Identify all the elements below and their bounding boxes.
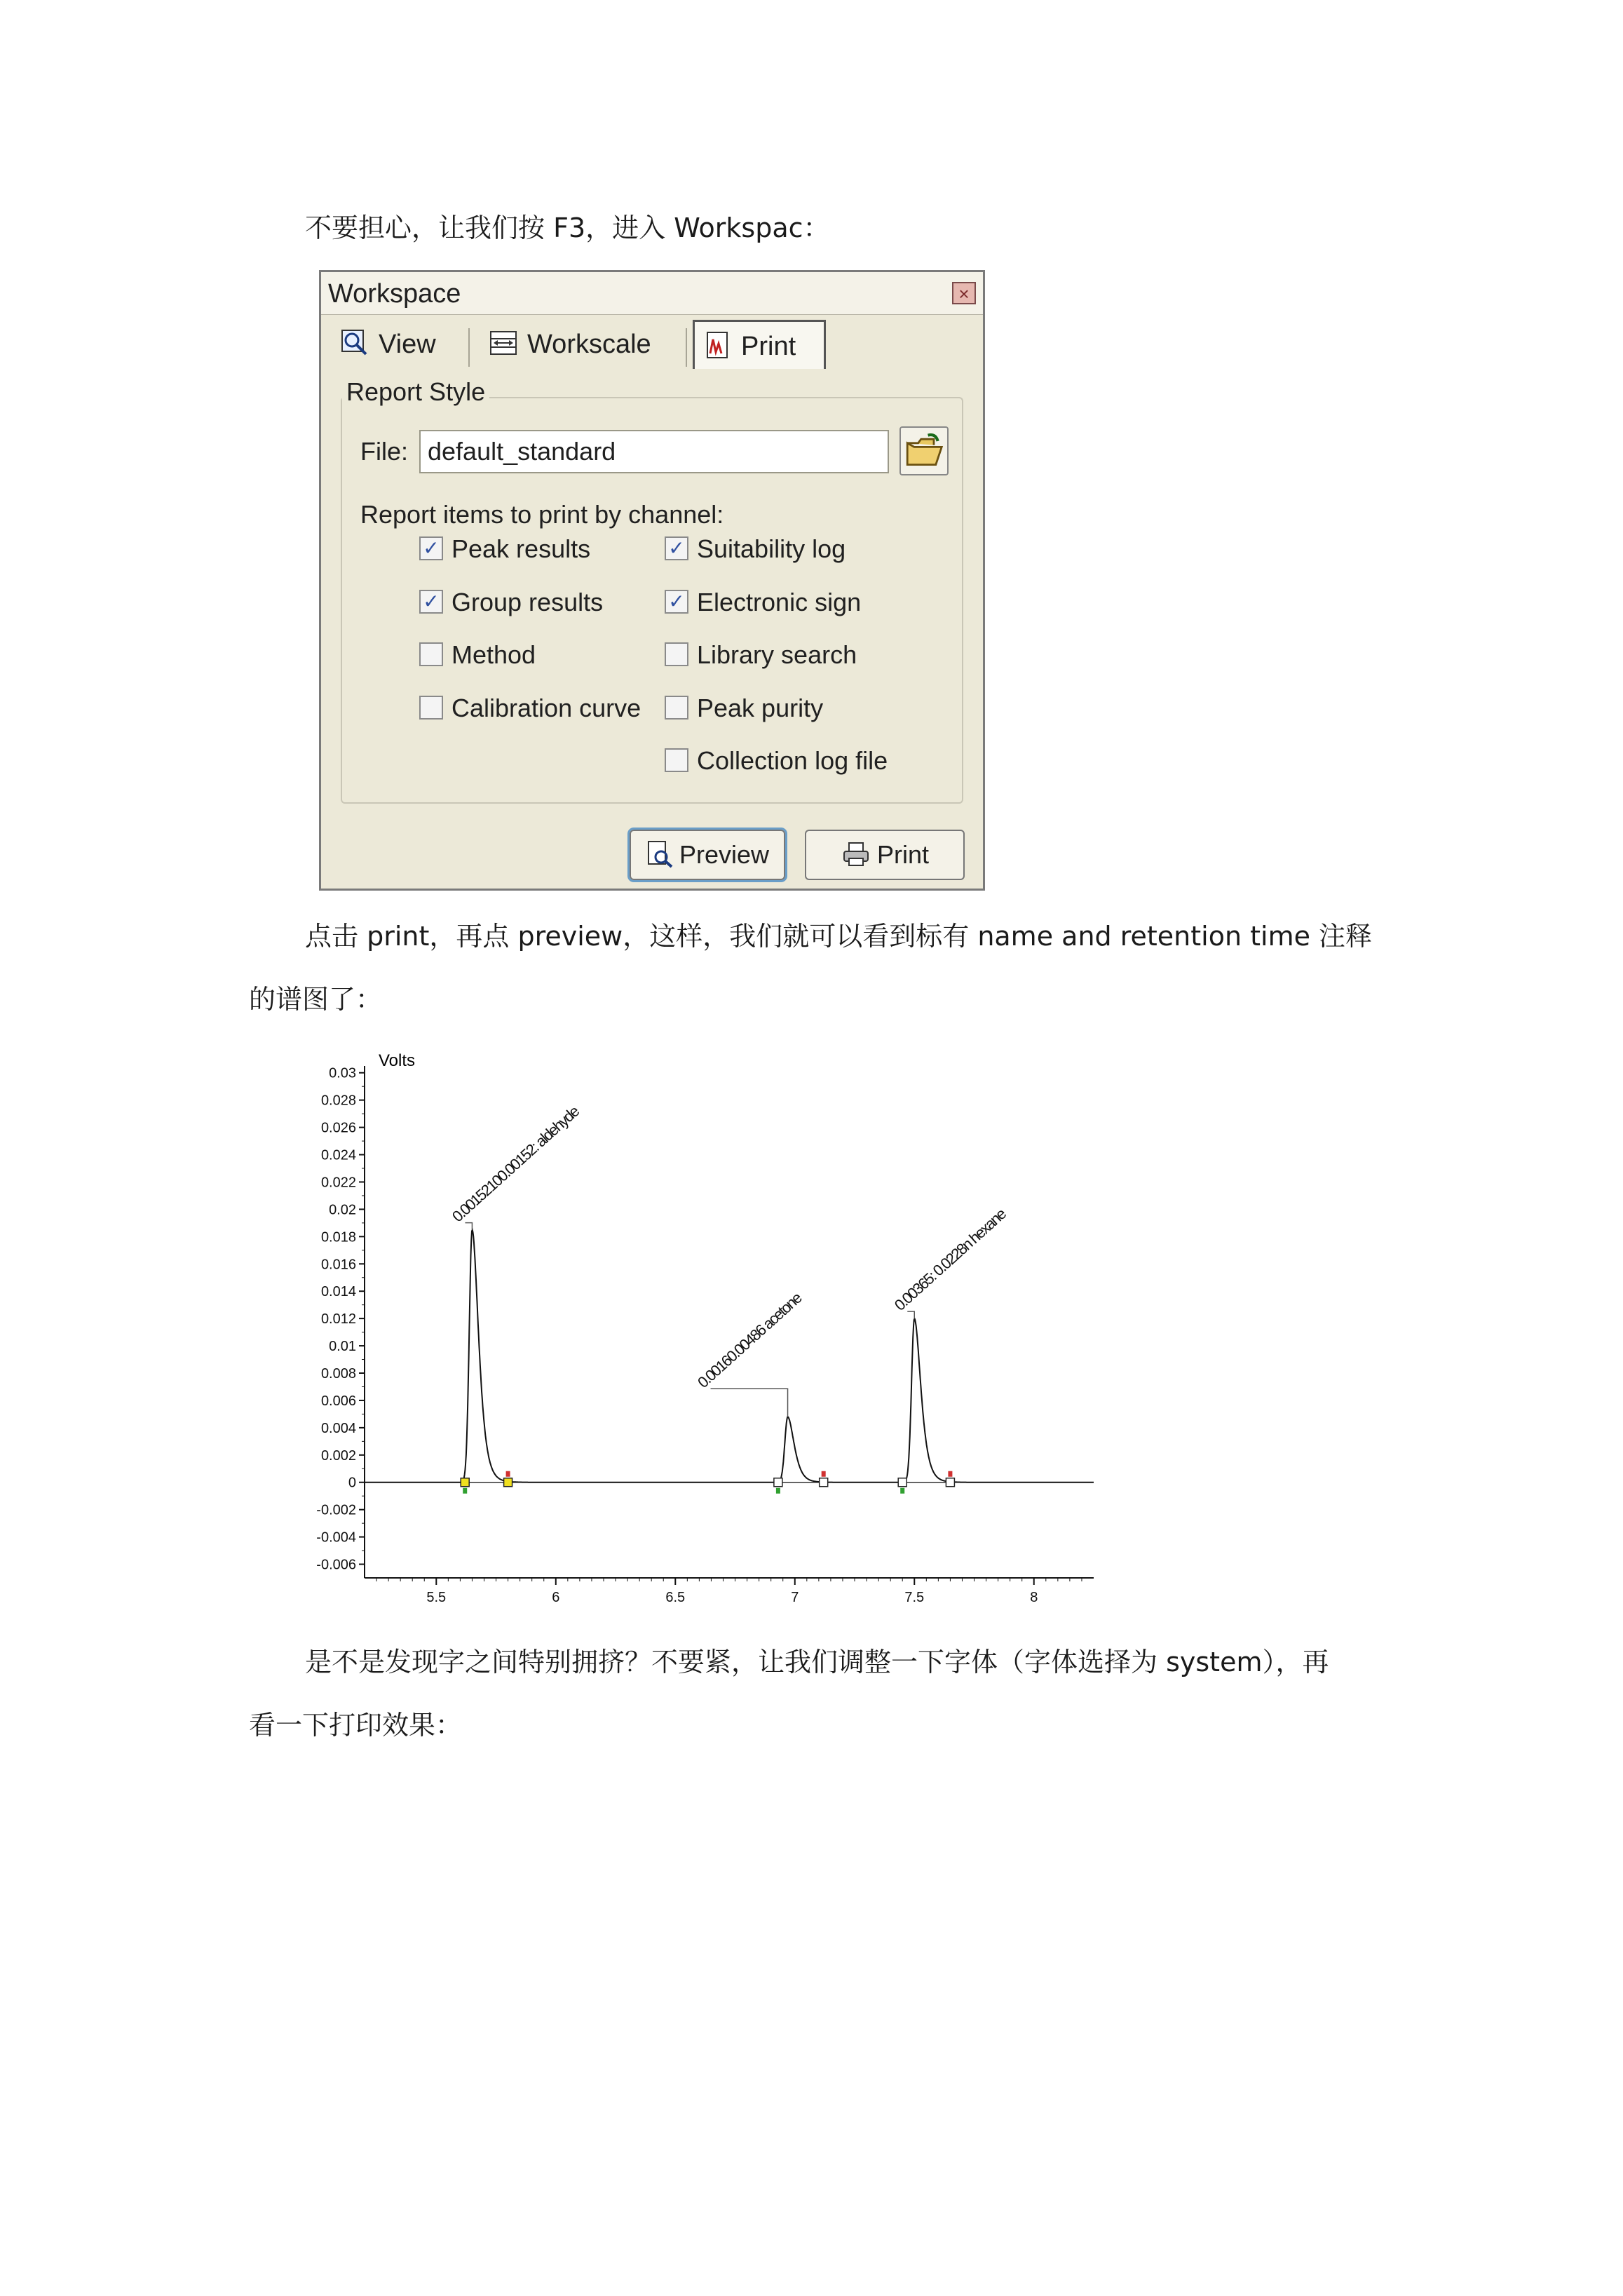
checkbox-library-search[interactable] (665, 637, 857, 673)
checkbox-label: Calibration curve (451, 694, 641, 722)
checkbox-box[interactable]: ✓ (665, 590, 688, 614)
y-tick-label: -0.006 (316, 1557, 356, 1573)
chart-axes (365, 1066, 1094, 1578)
tab-separator (686, 328, 687, 367)
peak-leader-line (907, 1311, 914, 1318)
font-paragraph-line-2: 看一下打印效果： (249, 1710, 463, 1741)
checkbox-peak-results[interactable] (419, 532, 590, 567)
y-tick-label: 0.03 (329, 1065, 356, 1081)
y-tick-label: 0.024 (320, 1147, 356, 1163)
baseline-marker (898, 1478, 906, 1487)
checkbox-label: Electronic sign (697, 588, 862, 616)
peak-labels (449, 1102, 1010, 1417)
checkbox-label: Library search (697, 640, 857, 669)
chromatogram-chart (308, 1038, 1108, 1620)
y-tick-label: 0.028 (320, 1093, 356, 1109)
peak-end-marker (506, 1471, 510, 1477)
file-input[interactable]: default_standard (419, 430, 889, 473)
checkbox-box[interactable] (665, 642, 688, 666)
preview-label: Preview (679, 840, 770, 869)
y-tick-label: 0.004 (320, 1420, 356, 1436)
checkbox-label: Method (451, 640, 536, 669)
workspace-dialog (319, 270, 985, 891)
peak-label: 0.00152100.00152: aldehyde (449, 1102, 582, 1226)
checkbox-collection-log-file[interactable] (665, 743, 888, 778)
y-tick-label: 0.026 (320, 1120, 356, 1136)
print-button[interactable] (805, 830, 965, 880)
x-tick-label: 8 (1030, 1590, 1038, 1605)
baseline-marker (504, 1478, 512, 1487)
x-tick-label: 7.5 (904, 1590, 925, 1605)
x-axis-ticks (376, 1578, 1082, 1605)
peak-end-marker (948, 1471, 952, 1477)
checkbox-calibration-curve[interactable] (419, 691, 641, 726)
checkbox-group-results[interactable] (419, 585, 603, 620)
tab-view-label: View (379, 330, 436, 359)
close-icon[interactable]: × (952, 282, 976, 304)
checkbox-box[interactable]: ✓ (419, 536, 443, 560)
report-items-label: Report items to print by channel: (360, 500, 724, 529)
dialog-title-bar (321, 272, 983, 315)
checkbox-box[interactable]: ✓ (665, 536, 688, 560)
printer-icon (841, 840, 871, 868)
checkbox-box[interactable] (419, 642, 443, 666)
font-paragraph-line-1: 是不是发现字之间特别拥挤？不要紧，让我们调整一下字体（字体选择为 system），再 (305, 1647, 1329, 1677)
x-tick-label: 7 (791, 1590, 799, 1605)
tab-print[interactable] (693, 320, 826, 369)
checkbox-box[interactable] (665, 696, 688, 720)
magnifier-icon (341, 329, 369, 357)
preview-button[interactable] (630, 830, 785, 880)
checkbox-label: Collection log file (697, 746, 888, 775)
y-tick-label: 0 (348, 1475, 356, 1491)
peak-leader-line (465, 1223, 472, 1230)
checkbox-label: Suitability log (697, 534, 846, 563)
tab-workscale-label: Workscale (527, 330, 651, 359)
x-tick-label: 5.5 (426, 1590, 447, 1605)
y-tick-label: 0.006 (320, 1393, 356, 1409)
checkbox-box[interactable] (419, 696, 443, 720)
checkbox-box[interactable] (665, 748, 688, 772)
y-tick-label: 0.02 (329, 1202, 356, 1218)
y-tick-label: 0.01 (329, 1339, 356, 1355)
checkbox-label: Peak purity (697, 694, 824, 722)
checkbox-box[interactable]: ✓ (419, 590, 443, 614)
tab-workscale[interactable] (489, 320, 693, 369)
print-report-icon (703, 331, 731, 359)
baseline-marker (774, 1478, 782, 1487)
report-style-title: Report Style (342, 377, 489, 407)
y-tick-label: -0.002 (316, 1502, 356, 1518)
baseline-marker (820, 1478, 828, 1487)
y-tick-label: 0.018 (320, 1229, 356, 1245)
checkbox-label: Peak results (451, 534, 591, 563)
x-tick-label: 6.5 (665, 1590, 686, 1605)
x-tick-label: 6 (552, 1590, 560, 1605)
baseline-marker (946, 1478, 954, 1487)
baseline-marker (461, 1478, 469, 1487)
checkbox-electronic-sign[interactable] (665, 585, 861, 620)
intro-paragraph: 不要担心，让我们按 F3，进入 Workspac： (305, 212, 830, 243)
print-label: Print (876, 840, 930, 869)
peak-leader-line (711, 1389, 788, 1417)
checkbox-peak-purity[interactable] (665, 691, 823, 726)
peak-label: 0.00160.00486 acetone (694, 1289, 805, 1392)
open-folder-icon (904, 431, 944, 471)
peak-start-marker (900, 1488, 904, 1494)
tab-print-label: Print (741, 332, 796, 361)
checkbox-method[interactable] (419, 637, 536, 673)
preview-icon (646, 840, 674, 868)
y-axis-ticks (316, 1066, 365, 1573)
checkbox-suitability-log[interactable] (665, 532, 846, 567)
y-tick-label: 0.022 (320, 1175, 356, 1191)
y-tick-label: 0.016 (320, 1257, 356, 1273)
peak-label: 0.00365: 0.0228n hexane (890, 1206, 1009, 1314)
y-tick-label: 0.008 (320, 1366, 356, 1382)
preview-paragraph-line-2: 的谱图了： (249, 984, 383, 1015)
workscale-icon (489, 329, 517, 357)
peak-start-marker (776, 1488, 780, 1494)
peak-start-marker (463, 1488, 467, 1494)
tab-separator (468, 328, 470, 367)
file-label: File: (360, 437, 409, 466)
checkbox-label: Group results (451, 588, 604, 616)
preview-paragraph-line-1: 点击 print，再点 preview，这样，我们就可以看到标有 name and retention time 注释 (305, 921, 1373, 952)
y-axis-label: Volts (379, 1051, 416, 1070)
dialog-title: Workspace (328, 279, 461, 309)
browse-button[interactable] (899, 426, 949, 475)
y-tick-label: 0.014 (320, 1284, 356, 1300)
y-tick-label: -0.004 (316, 1529, 356, 1546)
peak-end-marker (822, 1471, 826, 1477)
y-tick-label: 0.002 (320, 1447, 356, 1464)
tab-view[interactable] (341, 320, 460, 369)
y-tick-label: 0.012 (320, 1311, 356, 1328)
